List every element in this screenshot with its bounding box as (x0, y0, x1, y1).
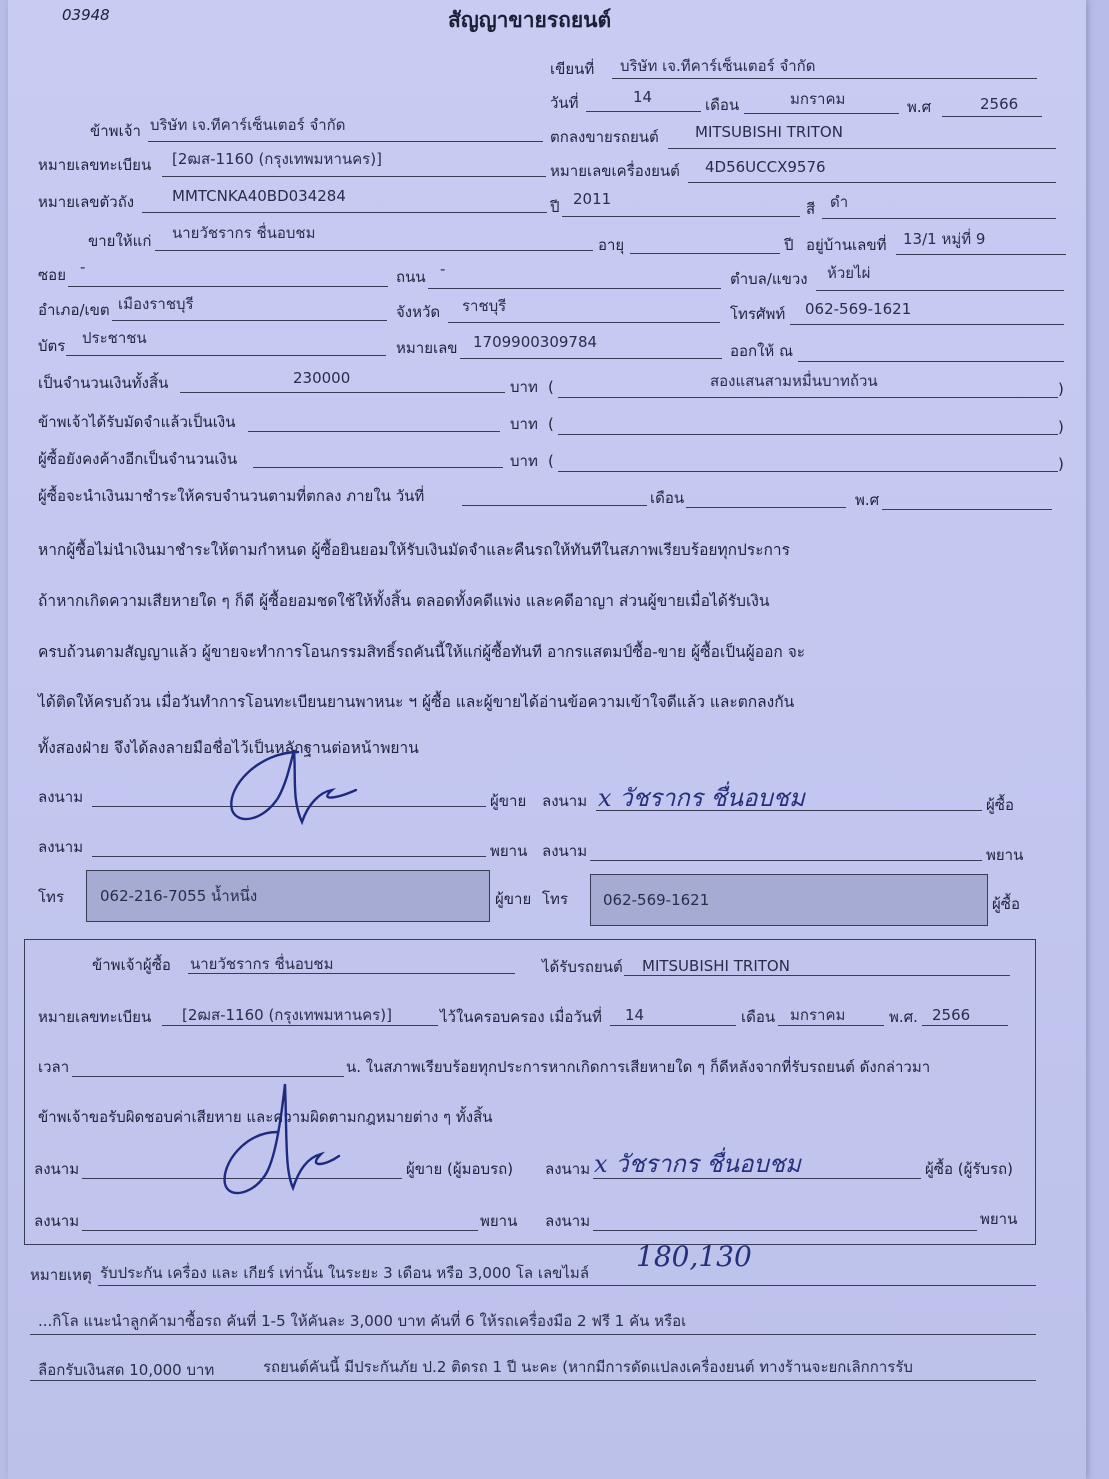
receipt-buyer-role: ผู้ซื้อ (ผู้รับรถ) (925, 1160, 1013, 1178)
seller-signature-mark (220, 738, 370, 830)
id-line (460, 358, 722, 359)
date-day-label: วันที่ (550, 94, 579, 112)
terms-line-5: ทั้งสองฝ่าย จึงได้ลงลายมือชื่อไว้เป็นหลักฐานต่อหน้าพยาน (38, 739, 419, 757)
date-year-label: พ.ศ (907, 98, 932, 116)
chassis-line (142, 212, 547, 213)
phone-line (790, 324, 1064, 325)
receipt-witness1-line (82, 1230, 478, 1231)
receipt-witness1-sign-label: ลงนาม (34, 1212, 80, 1230)
witness2-sign-line (590, 860, 982, 861)
deposit-baht: บาท (510, 415, 538, 433)
total-text: สองแสนสามหมื่นบาทถ้วน (710, 372, 878, 390)
color-label: สี (806, 200, 816, 218)
road-label: ถนน (396, 268, 426, 286)
buyer-district: เมืองราชบุรี (118, 295, 194, 313)
buyer-sign-label: ลงนาม (542, 792, 588, 810)
buyer-line (155, 250, 593, 251)
total-label: เป็นจำนวนเงินทั้งสิ้น (38, 374, 169, 392)
seller-phone: 062-216-7055 น้ำหนึ่ง (100, 887, 258, 905)
receipt-time-label: เวลา (38, 1058, 70, 1076)
total-baht: บาท (510, 378, 538, 396)
receipt-time-rest: น. ในสภาพเรียบร้อยทุกประการหากเกิดการเสียหายใด ๆ ก็ดีหลังจากที่รับรถยนต์ ดังกล่าวมา (346, 1058, 931, 1076)
province-line (448, 322, 720, 323)
reg-label: หมายเลขทะเบียน (38, 156, 152, 174)
receipt-section (24, 939, 1036, 1245)
vehicle-engine: 4D56UCCX9576 (705, 158, 826, 176)
notes-line-1: รับประกัน เครื่อง และ เกียร์ เท่านั้น ในระยะ 3 เดือน หรือ 3,000 โล เลขไมล์ (100, 1264, 590, 1282)
remaining-label: ผู้ซื้อยังคงค้างอีกเป็นจำนวนเงิน (38, 450, 238, 468)
receipt-buyer-sign-label: ลงนาม (545, 1160, 591, 1178)
receipt-seller-signature-mark (215, 1080, 345, 1202)
seller-name: บริษัท เจ.ทีคาร์เซ็นเตอร์ จำกัด (150, 116, 346, 134)
total-paren-open: ( (548, 378, 554, 396)
age-label: อายุ (598, 236, 625, 254)
witness1-sign-label: ลงนาม (38, 838, 84, 856)
date-month-line (744, 113, 899, 114)
card-label: บัตร (38, 337, 66, 355)
receipt-seller-sign-label: ลงนาม (34, 1160, 80, 1178)
subdistrict-line (816, 290, 1064, 291)
terms-line-1: หากผู้ซื้อไม่นำเงินมาชำระให้ตามกำหนด ผู้ซื้อยินยอมให้รับเงินมัดจำและคืนรถให้ทันทีในสภาพเรียบร้อยทุกประการ (38, 541, 790, 559)
brand-label: ตกลงขายรถยนต์ (550, 128, 659, 146)
remaining-baht: บาท (510, 452, 538, 470)
house-line (896, 254, 1066, 255)
seller-phone-role: ผู้ขาย (495, 890, 532, 908)
witness2-role: พยาน (986, 846, 1024, 864)
receipt-witness2-line (593, 1230, 977, 1231)
receipt-time-line (72, 1076, 344, 1077)
district-line (112, 320, 387, 321)
house-label: อยู่บ้านเลขที่ (806, 236, 887, 254)
buyer-phone-sig: 062-569-1621 (603, 891, 710, 909)
buyer-name: นายวัชรากร ชื่นอบชม (172, 224, 316, 242)
reg-line (162, 176, 546, 177)
terms-line-2: ถ้าหากเกิดความเสียหายใด ๆ ก็ดี ผู้ซื้อยอมชดใช้ให้ทั้งสิ้น ตลอดทั้งคดีแพ่ง และคดีอาญา ส่วนผู้ขายเมื่อได้รับเงิน (38, 592, 770, 610)
vehicle-reg: [2ฒส-1160 (กรุงเทพมหานคร)] (172, 150, 382, 168)
notes-line-2-rule (30, 1334, 1036, 1335)
date-year: 2566 (980, 95, 1019, 113)
buyer-phone-label: โทร (542, 890, 569, 908)
seller-role-label: ผู้ขาย (490, 792, 527, 810)
province-label: จังหวัด (396, 303, 441, 321)
soi-line (68, 286, 388, 287)
deposit-paren-close: ) (1058, 418, 1064, 436)
notes-line-3b: รถยนต์คันนี้ มีประกันภัย ป.2 ติดรถ 1 ปี นะคะ (หากมีการดัดแปลงเครื่องยนต์ ทางร้านจะยกเลิกการรับ (263, 1358, 913, 1376)
seller-phone-label: โทร (38, 888, 65, 906)
issued-label: ออกให้ ณ (730, 342, 793, 360)
seller-line (148, 141, 543, 142)
vehicle-year: 2011 (573, 190, 612, 208)
total-amount: 230000 (293, 369, 351, 387)
witness1-sign-line (92, 856, 486, 857)
buyer-province: ราชบุรี (462, 297, 507, 315)
deposit-text-line (558, 434, 1058, 435)
remaining-text-line (558, 471, 1058, 472)
terms-line-4: ได้ติดให้ครบถ้วน เมื่อวันทำการโอนทะเบียนยานพาหนะ ฯ ผู้ซื้อ และผู้ขายได้อ่านข้อความเข้าใจดีแล้ว และตกลงกัน (38, 693, 795, 711)
receipt-vehicle: MITSUBISHI TRITON (642, 957, 790, 975)
date-day: 14 (633, 88, 653, 106)
buyer-road: - (440, 260, 446, 278)
receipt-buyer-line (188, 973, 515, 974)
receipt-buyer-handwritten-signature: x วัชรากร ชื่นอบชม (594, 1150, 801, 1178)
notes-line-3-rule (30, 1380, 1036, 1381)
color-line (822, 218, 1056, 219)
date-month: มกราคม (790, 90, 846, 108)
id-label: หมายเลข (396, 339, 458, 357)
receipt-year-line (922, 1025, 1008, 1026)
vehicle-color: ดำ (830, 193, 849, 211)
witness2-sign-label: ลงนาม (542, 842, 588, 860)
receipt-witness2-role: พยาน (980, 1210, 1018, 1228)
receipt-year: 2566 (932, 1006, 971, 1024)
road-line (428, 288, 721, 289)
buyer-phone: 062-569-1621 (805, 300, 912, 318)
seller-sign-label: ลงนาม (38, 788, 84, 806)
date-month-label: เดือน (705, 96, 740, 114)
receipt-reg: [2ฒส-1160 (กรุงเทพมหานคร)] (182, 1006, 392, 1024)
buyer-role-label: ผู้ซื้อ (986, 796, 1014, 814)
receipt-seller-role: ผู้ขาย (ผู้มอบรถ) (406, 1160, 514, 1178)
receipt-recv-label: ได้รับรถยนต์ (542, 958, 623, 976)
vehicle-year-label: ปี (550, 198, 560, 216)
age-unit: ปี (784, 236, 794, 254)
subdistrict-label: ตำบล/แขวง (730, 270, 808, 288)
receipt-hold-label: ไว้ในครอบครอง เมื่อวันที่ (440, 1008, 602, 1026)
notes-mileage: 180,130 (636, 1240, 752, 1273)
written-at-label: เขียนที่ (550, 60, 595, 78)
buyer-house: 13/1 หมู่ที่ 9 (903, 230, 986, 248)
soi-label: ซอย (38, 266, 66, 284)
receipt-month-label: เดือน (741, 1008, 776, 1026)
due-day-line (462, 505, 647, 506)
total-paren-close: ) (1058, 380, 1064, 398)
date-year-line (942, 116, 1042, 117)
deposit-line (248, 431, 500, 432)
receipt-witness1-role: พยาน (480, 1212, 518, 1230)
notes-line-1-rule (98, 1285, 1036, 1286)
buyer-subdistrict: ห้วยไผ่ (827, 264, 871, 282)
phone-label: โทรศัพท์ (730, 305, 786, 323)
receipt-buyer-label: ข้าพเจ้าผู้ซื้อ (92, 956, 171, 974)
age-line (630, 253, 780, 254)
due-year-label: พ.ศ (855, 491, 880, 509)
buyer-card: ประชาชน (82, 329, 147, 347)
receipt-month-line (778, 1025, 884, 1026)
document-number: 03948 (62, 6, 110, 24)
receipt-buyer: นายวัชรากร ชื่นอบชม (190, 955, 334, 973)
card-line (66, 355, 386, 356)
remaining-line (253, 467, 503, 468)
written-at-line (612, 78, 1037, 79)
total-line (180, 392, 505, 393)
receipt-reg-label: หมายเลขทะเบียน (38, 1008, 152, 1026)
chassis-label: หมายเลขตัวถัง (38, 193, 135, 211)
engine-label: หมายเลขเครื่องยนต์ (550, 162, 680, 180)
brand-line (668, 148, 1056, 149)
receipt-day-line (610, 1025, 736, 1026)
engine-line (688, 182, 1056, 183)
vehicle-brand: MITSUBISHI TRITON (695, 123, 843, 141)
receipt-month: มกราคม (790, 1006, 846, 1024)
notes-line-2: ...กิโล แนะนำลูกค้ามาซื้อรถ คันที่ 1-5 ให้คันละ 3,000 บาท คันที่ 6 ให้รถเครื่องมือ 2 ฟรี 1 คัน หรือเ (38, 1312, 687, 1330)
issued-line (798, 361, 1064, 362)
buyer-id: 1709900309784 (473, 333, 598, 351)
receipt-day: 14 (625, 1006, 645, 1024)
vehicle-chassis: MMTCNKA40BD034284 (172, 187, 346, 205)
notes-line-3a: ลือกรับเงินสด 10,000 บาท (38, 1361, 215, 1379)
due-year-line (882, 509, 1052, 510)
notes-label: หมายเหตุ (30, 1266, 92, 1284)
written-at-value: บริษัท เจ.ทีคาร์เซ็นเตอร์ จำกัด (620, 57, 816, 75)
due-month-line (686, 507, 846, 508)
witness1-role: พยาน (490, 842, 528, 860)
buyer-phone-role: ผู้ซื้อ (992, 895, 1020, 913)
receipt-recv-line (624, 975, 1010, 976)
remaining-paren-open: ( (548, 452, 554, 470)
buyer-label: ขายให้แก่ (88, 232, 152, 250)
receipt-reg-line (162, 1025, 438, 1026)
buyer-handwritten-signature: x วัชรากร ชื่นอบชม (598, 784, 805, 812)
buyer-soi: - (80, 258, 86, 276)
receipt-year-label: พ.ศ. (889, 1008, 918, 1026)
document-title: สัญญาขายรถยนต์ (448, 8, 612, 32)
receipt-witness2-sign-label: ลงนาม (545, 1212, 591, 1230)
remaining-paren-close: ) (1058, 455, 1064, 473)
total-text-line (558, 397, 1058, 398)
vehicle-year-line (562, 216, 800, 217)
deposit-label: ข้าพเจ้าได้รับมัดจำแล้วเป็นเงิน (38, 413, 236, 431)
due-label: ผู้ซื้อจะนำเงินมาชำระให้ครบจำนวนตามที่ตกลง ภายใน วันที่ (38, 487, 425, 505)
terms-line-3: ครบถ้วนตามสัญญาแล้ว ผู้ขายจะทำการโอนกรรมสิทธิ์รถคันนี้ให้แก่ผู้ซื้อทันที อากรแสตมป์ซื้อ-ขาย ผู้ซื้อเป็นผู้ออก จะ (38, 643, 806, 661)
seller-label: ข้าพเจ้า (90, 122, 141, 140)
deposit-paren-open: ( (548, 415, 554, 433)
district-label: อำเภอ/เขต (38, 301, 110, 319)
receipt-liability: ข้าพเจ้าขอรับผิดชอบค่าเสียหาย และความผิดตามกฎหมายต่าง ๆ ทั้งสิ้น (38, 1108, 493, 1126)
date-day-line (586, 111, 701, 112)
due-month-label: เดือน (650, 489, 685, 507)
